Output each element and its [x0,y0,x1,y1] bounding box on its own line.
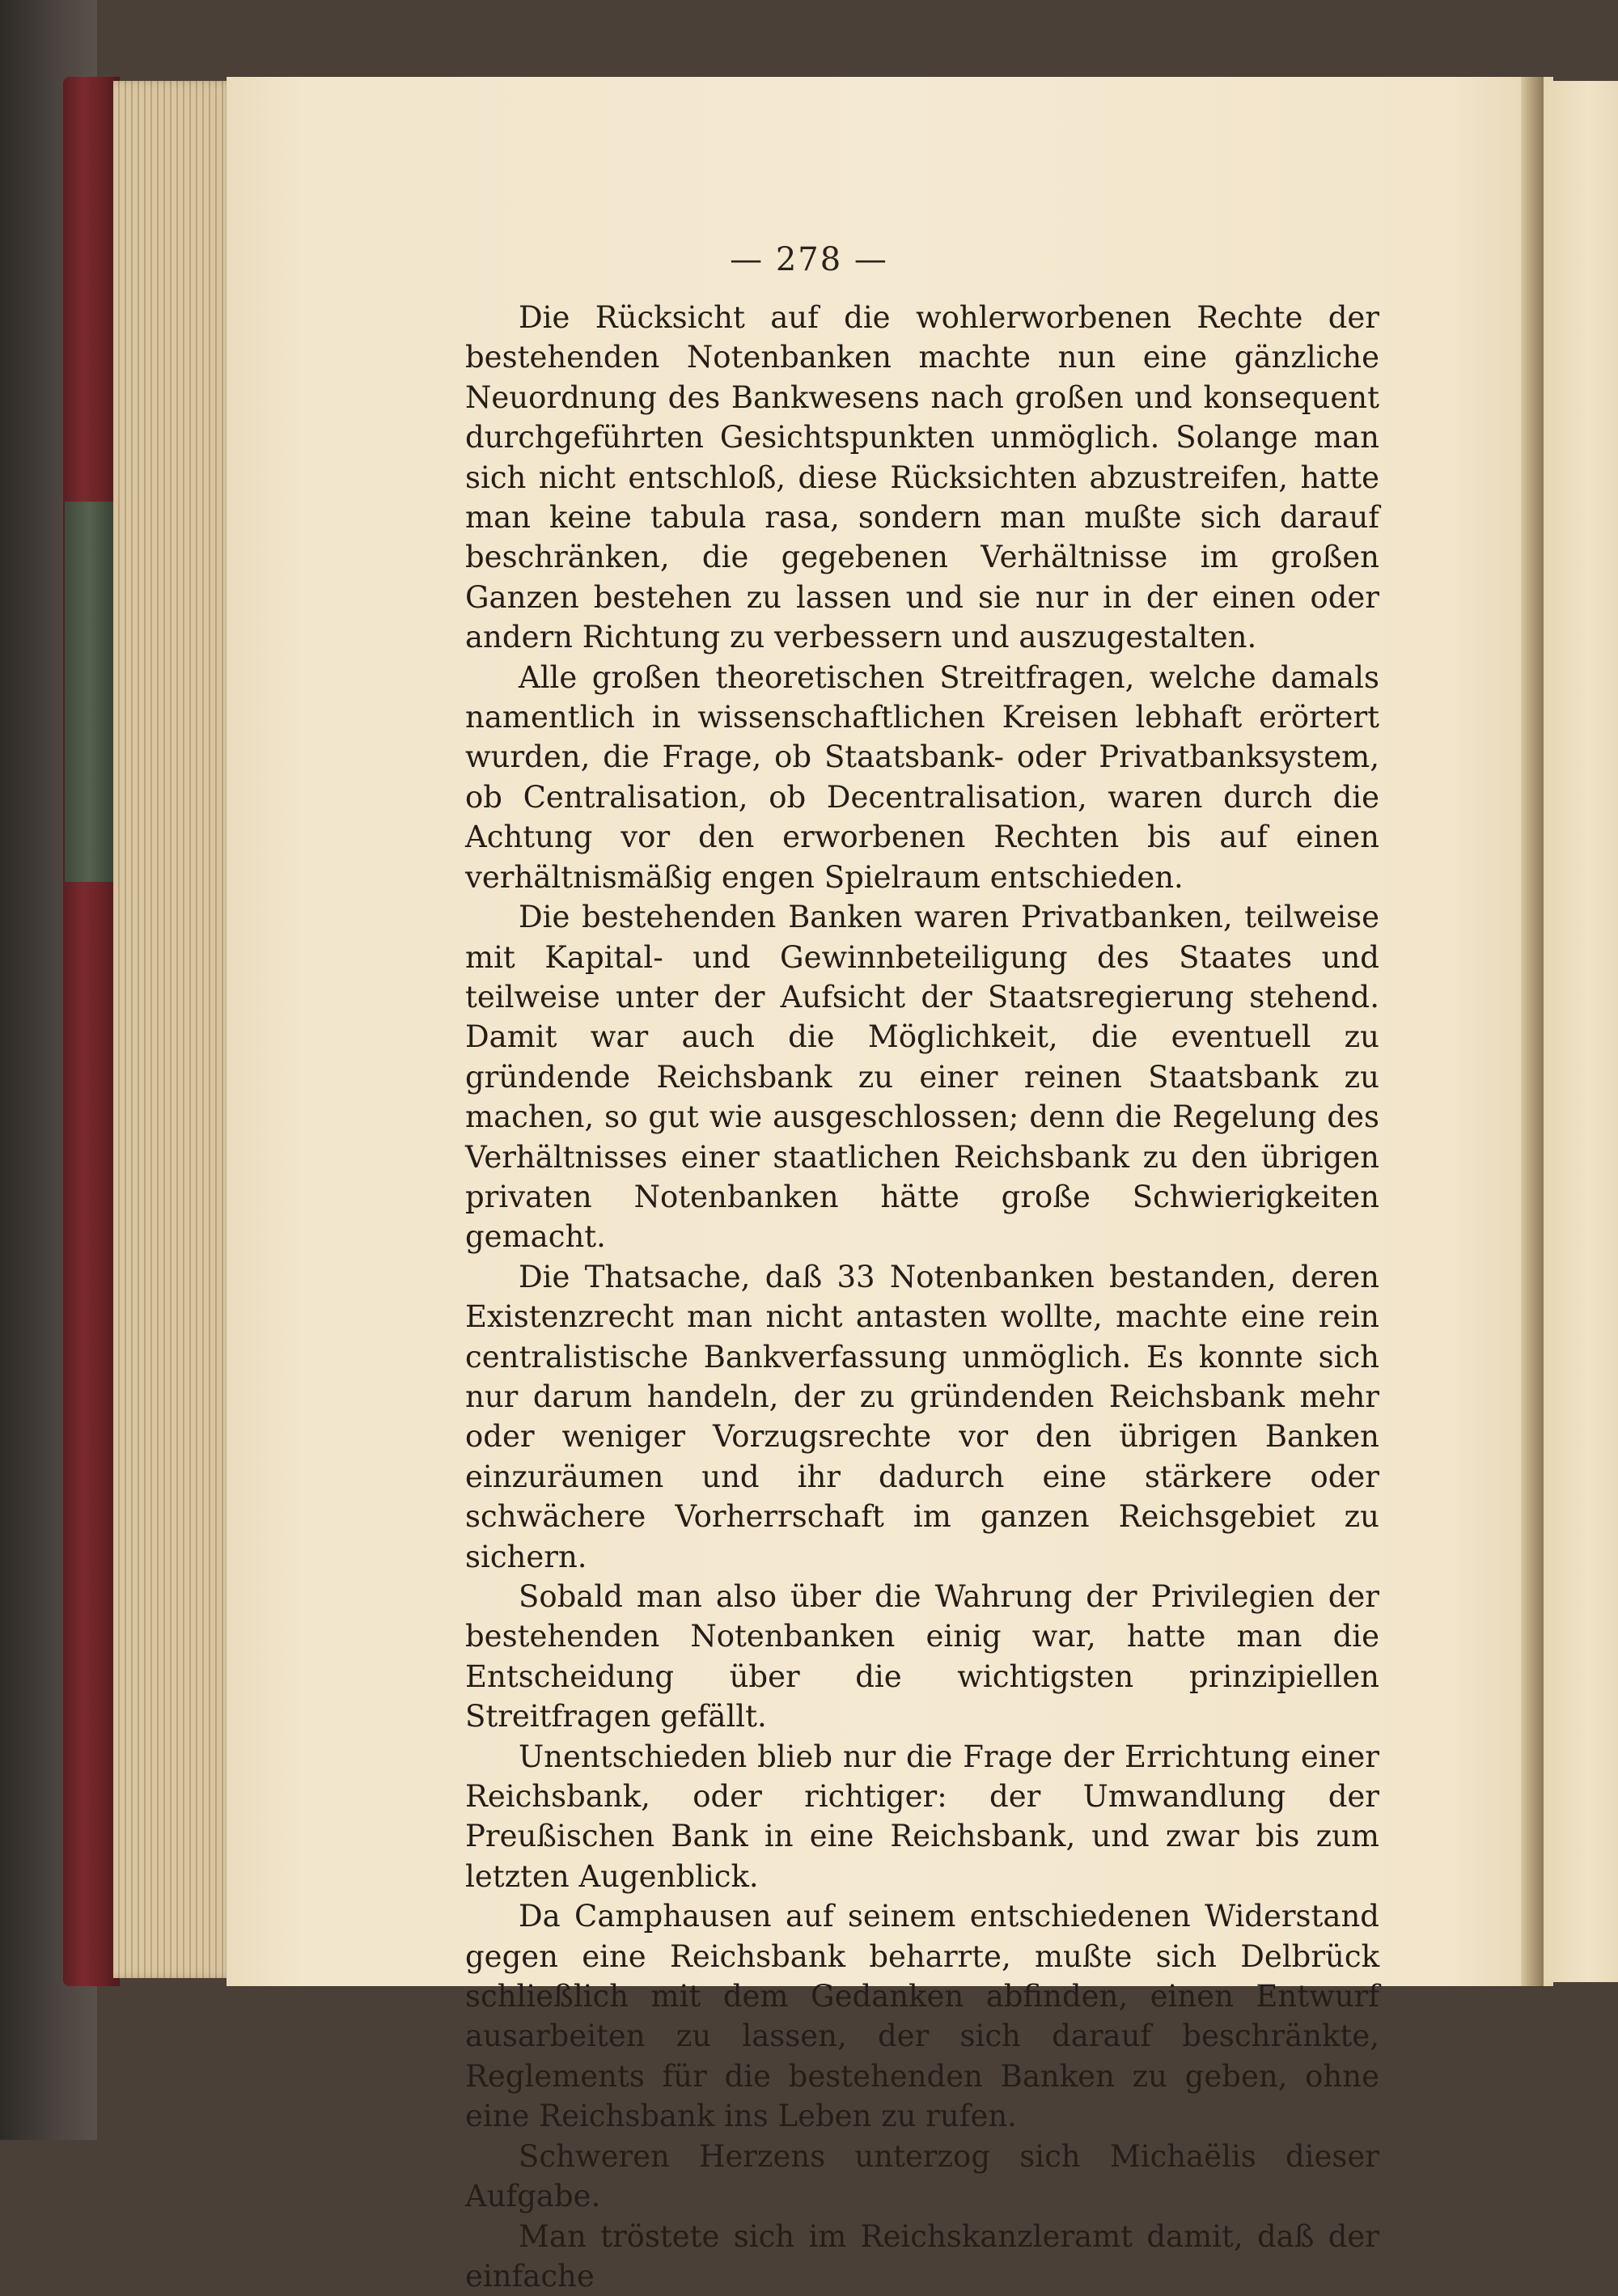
paragraph: Die Thatsache, daß 33 Notenbanken bestanden, deren Existenzrecht man nicht antasten wollte, machte eine rein centralistische Bankverfassung unmöglich. Es konnte sich nur darum handeln, der zu gründenden Reichsbank mehr oder weniger Vorzugsrechte vor den übrigen Banken einzuräumen und ihr dadurch eine stärkere oder schwächere Vorherrschaft im ganzen Reichsgebiet zu sichern. [465,1257,1379,1577]
page-text [465,298,1379,2296]
page-edges [113,81,235,1978]
facing-page-edge [1544,81,1618,1982]
paragraph: Die bestehenden Banken waren Privatbanken, teilweise mit Kapital- und Gewinnbeteiligung des Staates und teilweise unter der Aufsicht der Staatsregierung stehend. Damit war auch die Möglichkeit, die eventuell zu gründende Reichsbank zu einer reinen Staatsbank zu machen, so gut wie ausgeschlossen; denn die Regelung des Verhältnisses einer staatlichen Reichsbank zu den übrigen privaten Notenbanken hätte große Schwierigkeiten gemacht. [465,897,1379,1257]
paragraph: Unentschieden blieb nur die Frage der Errichtung einer Reichsbank, oder richtiger: der Umwandlung der Preußischen Bank in eine Reichsbank, und zwar bis zum letzten Augenblick. [465,1737,1379,1897]
paragraph: Sobald man also über die Wahrung der Privilegien der bestehenden Notenbanken einig war, hatte man die Entscheidung über die wichtigsten prinzipiellen Streitfragen gefällt. [465,1577,1379,1737]
paragraph: Schweren Herzens unterzog sich Michaëlis dieser Aufgabe. [465,2137,1379,2217]
book-gutter [1521,77,1544,1986]
paragraph: Die Rücksicht auf die wohlerworbenen Rechte der bestehenden Notenbanken machte nun eine gänzliche Neuordnung des Bankwesens nach großen und konsequent durchgeführten Gesichtspunkten unmöglich. Solange man sich nicht entschloß, diese Rücksichten abzustreifen, hatte man keine tabula rasa, sondern man mußte sich darauf beschränken, die gegebenen Verhältnisse im großen Ganzen bestehen zu lassen und sie nur in der einen oder andern Richtung zu verbessern und auszugestalten. [465,298,1379,658]
page-number: — 278 — [728,241,890,278]
book-cover-label [65,502,113,882]
paragraph: Da Camphausen auf seinem entschiedenen Widerstand gegen eine Reichsbank beharrte, mußte sich Delbrück schließlich mit dem Gedanken abfinden, einen Entwurf ausarbeiten zu lassen, der sich darauf beschränkte, Reglements für die bestehenden Banken zu geben, ohne eine Reichsbank ins Leben zu rufen. [465,1896,1379,2136]
paragraph: Man tröstete sich im Reichskanzleramt damit, daß der einfache [465,2217,1379,2296]
book-cover-edge [63,77,120,1986]
paragraph: Alle großen theoretischen Streitfragen, welche damals namentlich in wissenschaftlichen Kreisen lebhaft erörtert wurden, die Frage, ob Staatsbank- oder Privatbanksystem, ob Centralisation, ob Decentralisation, waren durch die Achtung vor den erworbenen Rechten bis auf einen verhältnismäßig engen Spielraum entschieden. [465,658,1379,897]
